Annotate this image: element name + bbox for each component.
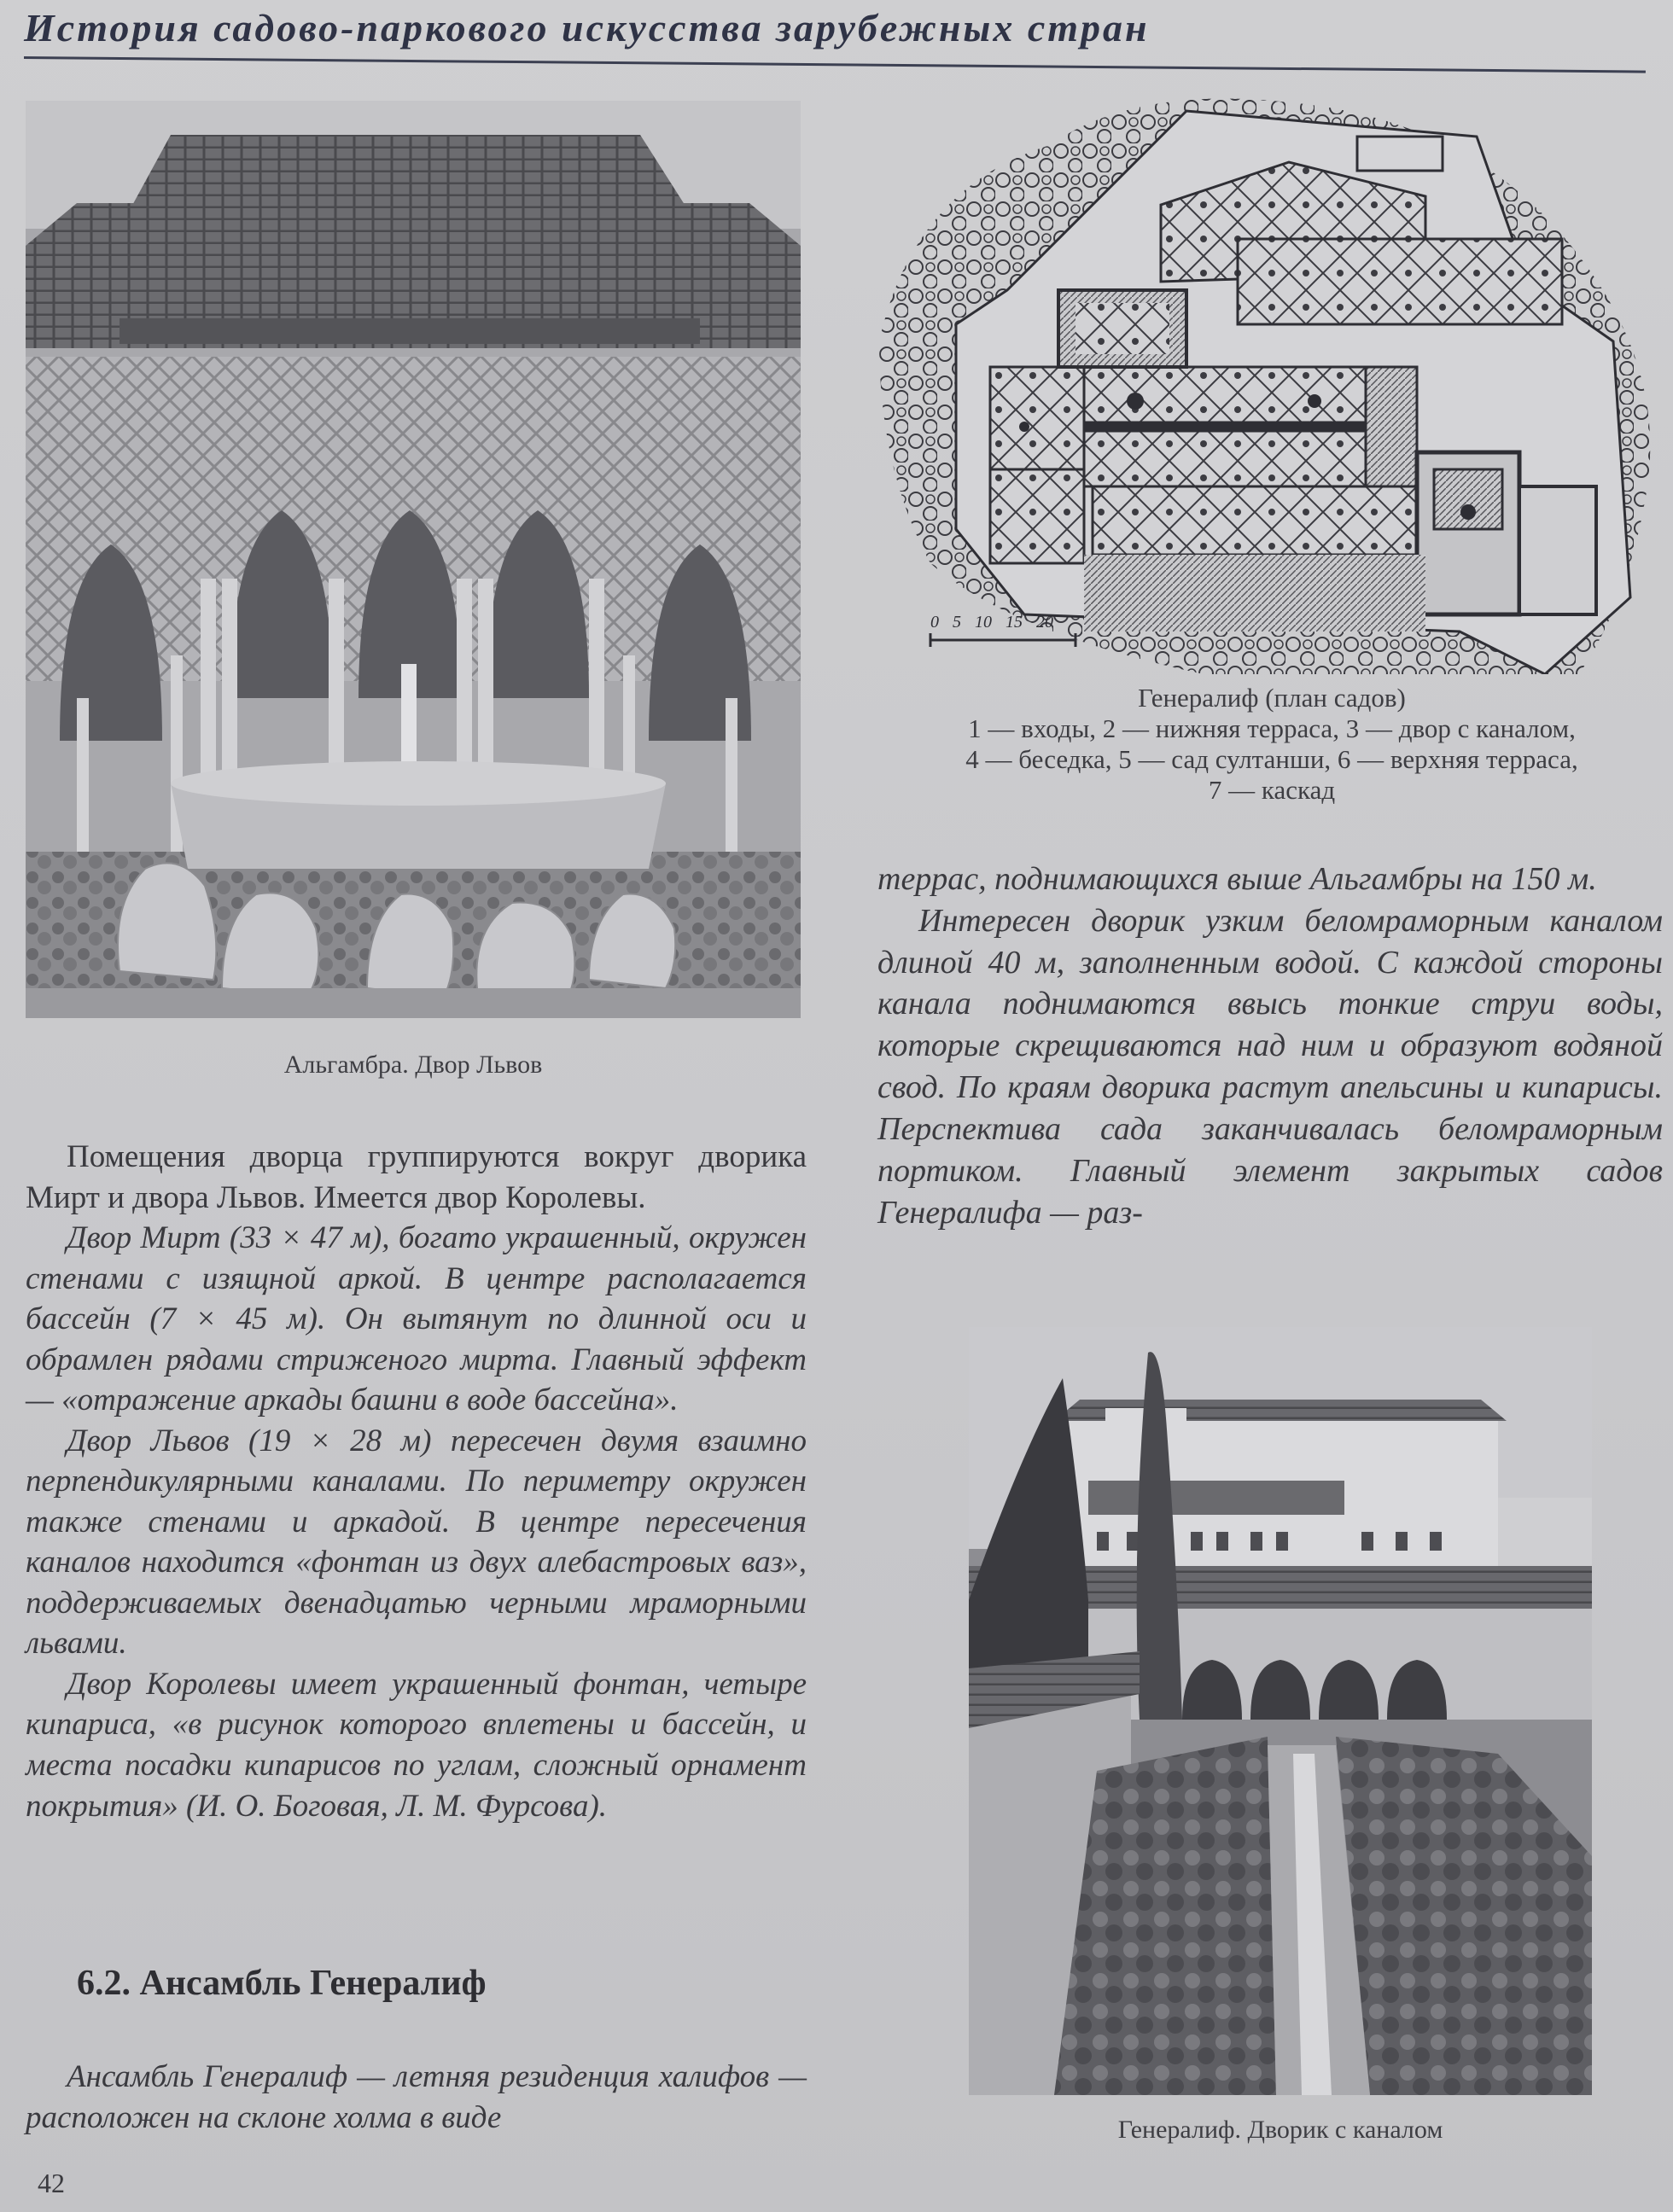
left-column-final-text — [26, 2057, 807, 2138]
scale-label: 20 — [1036, 613, 1053, 632]
paragraph: Интересен дворик узким беломраморным каналом длиной 40 м, заполненным водой. С каждой стороны канала поднимаются ввысь тонкие струи воды, которые скрещиваются над ним и образуют водяной свод. По краям дворика растут апельсины и кипарисы. Перспектива сада заканчивалась беломраморным портиком. Главный элемент закрытых садов Генералифа — раз- — [877, 902, 1663, 1231]
scale-label: 10 — [975, 613, 992, 632]
lions-court-caption: Альгамбра. Двор Львов — [283, 1051, 543, 1079]
paragraph: Двор Королевы имеет украшенный фонтан, четыре кипариса, «в рисунок которого вплетены и бассейн, и места посадки кипарисов по углам, сложный орнамент покрытия» (И. О. Боговая, Л. М. Фурсова). — [26, 1666, 807, 1824]
garden-plan-title: Генералиф (план садов) — [1138, 683, 1406, 713]
paragraph: террас, поднимающихся выше Альгамбры на 150 м. — [877, 861, 1597, 897]
lions-court-photo — [26, 101, 801, 1018]
right-column-text — [877, 859, 1663, 1233]
paragraph: Ансамбль Генералиф — летняя резиденция халифов — расположен на склоне холма в виде — [26, 2059, 807, 2135]
canal-courtyard-photo — [969, 1327, 1592, 2095]
garden-plan-caption — [888, 683, 1656, 806]
page-number: 42 — [38, 2168, 65, 2198]
scale-label: 0 — [930, 613, 939, 632]
paragraph: Двор Львов (19 × 28 м) пересечен двумя взаимно перпендикулярными каналами. По периметру окружен также стенами и аркадой. В центре пересечения каналов находится «фонтан из двух алебастровых ваз», поддерживаемых двенадцатью черными мраморными львами. — [26, 1423, 807, 1662]
header-rule — [24, 56, 1646, 73]
paragraph: Двор Мирт (33 × 47 м), богато украшенный, окружен стенами с изящной аркой. В центре располагается бассейн (7 × 45 м). Он вытянут по длинной оси и обрамлен рядами стриженого мирта. Главный эффект — «отражение аркады башни в воде бассейна». — [26, 1220, 807, 1418]
running-header: История садово-паркового искусства зарубежных стран — [24, 6, 1150, 49]
plan-scale-bar — [930, 613, 1053, 632]
paragraph: Помещения дворца группируются вокруг дворика Мирт и двора Львов. Имеется двор Королевы. — [26, 1139, 807, 1215]
garden-plan-legend-line: 4 — беседка, 5 — сад султанши, 6 — верхняя терраса, — [965, 743, 1578, 774]
left-column-text — [26, 1137, 807, 1826]
section-heading: 6.2. Ансамбль Генералиф — [77, 1964, 487, 2003]
scale-label: 5 — [953, 613, 961, 632]
garden-plan-drawing — [879, 85, 1664, 674]
garden-plan-legend-line: 7 — каскад — [1208, 774, 1336, 805]
canal-courtyard-caption: Генералиф. Дворик с каналом — [1117, 2116, 1443, 2144]
garden-plan-legend-line: 1 — входы, 2 — нижняя терраса, 3 — двор с каналом, — [968, 713, 1576, 743]
scale-label: 15 — [1006, 613, 1023, 632]
